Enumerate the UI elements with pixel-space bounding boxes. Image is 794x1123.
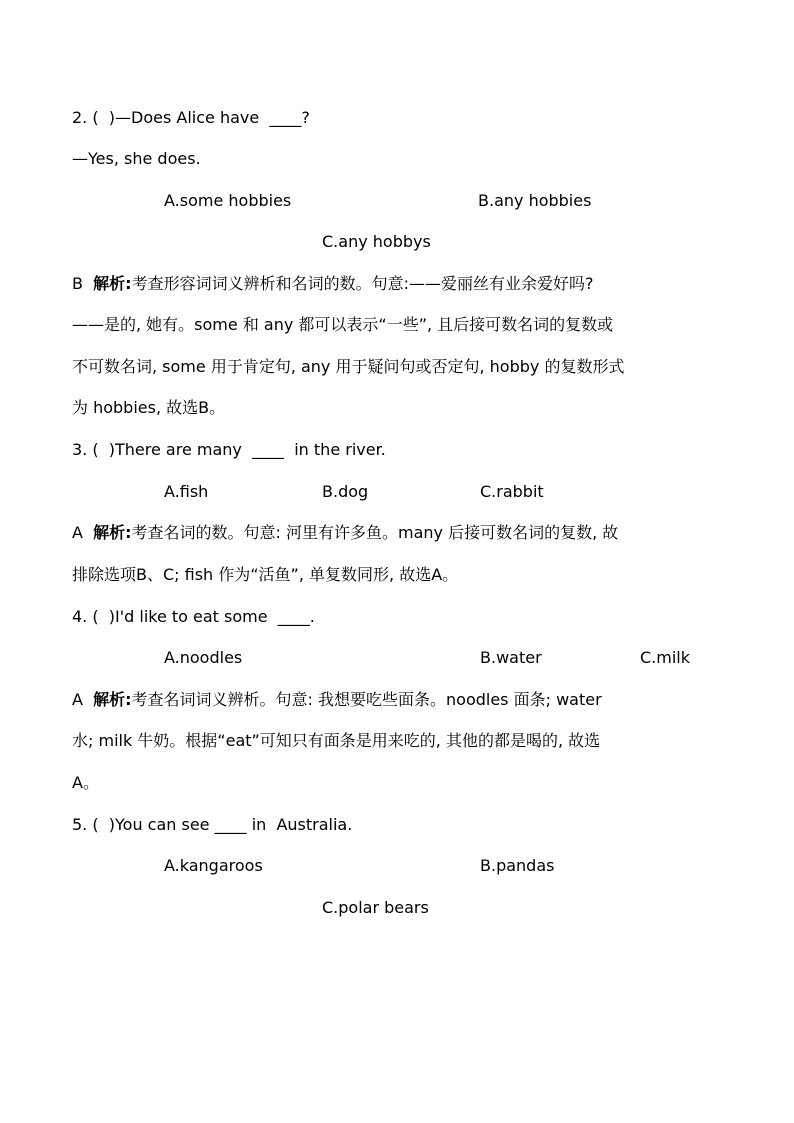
question-4-option-b: B.water xyxy=(480,648,542,667)
question-5-option-c: C.polar bears xyxy=(322,898,429,917)
analysis-text: 考查形容词词义辨析和名词的数。句意:——爱丽丝有业余爱好吗? xyxy=(131,274,594,293)
question-2-analysis-line-1 xyxy=(72,273,722,295)
question-5-stem: 5. ( )You can see ____ in Australia. xyxy=(72,815,353,834)
question-2-analysis-line-3: 不可数名词, some 用于肯定句, any 用于疑问句或否定句, hobby 的复数形式 xyxy=(72,357,625,376)
question-2-option-b: B.any hobbies xyxy=(478,191,592,210)
question-4-analysis-line-2: 水; milk 牛奶。根据“eat”可知只有面条是用来吃的, 其他的都是喝的, 故选 xyxy=(72,731,601,750)
question-2-option-a: A.some hobbies xyxy=(164,191,292,210)
analysis-label: 解析: xyxy=(93,690,132,709)
analysis-label: 解析: xyxy=(93,274,132,293)
question-3-analysis-line-1 xyxy=(72,522,722,544)
analysis-label: 解析: xyxy=(93,523,132,542)
question-4-analysis-line-1 xyxy=(72,689,722,711)
question-3-analysis-line-2: 排除选项B、C; fish 作为“活鱼”, 单复数同形, 故选A。 xyxy=(72,565,459,584)
answer-key: B xyxy=(72,274,83,293)
question-2-analysis-line-4: 为 hobbies, 故选B。 xyxy=(72,398,226,417)
analysis-text: 考查名词的数。句意: 河里有许多鱼。many 后接可数名词的复数, 故 xyxy=(131,523,619,542)
answer-key: A xyxy=(72,523,83,542)
answer-key: A xyxy=(72,690,83,709)
analysis-text: 考查名词词义辨析。句意: 我想要吃些面条。noodles 面条; water xyxy=(131,690,602,709)
question-4-option-a: A.noodles xyxy=(164,648,243,667)
question-4-analysis-line-3: A。 xyxy=(72,773,99,792)
question-3-option-a: A.fish xyxy=(164,482,209,501)
question-3-stem: 3. ( )There are many ____ in the river. xyxy=(72,440,386,459)
question-4-stem: 4. ( )I'd like to eat some ____. xyxy=(72,607,315,626)
question-3-option-b: B.dog xyxy=(322,482,369,501)
question-2-stem: 2. ( )—Does Alice have ____? xyxy=(72,108,310,127)
question-2-reply: —Yes, she does. xyxy=(72,149,201,168)
question-4-option-c: C.milk xyxy=(640,648,690,667)
question-2-analysis-line-2: ——是的, 她有。some 和 any 都可以表示“一些”, 且后接可数名词的复数或 xyxy=(72,315,614,334)
question-5-option-a: A.kangaroos xyxy=(164,856,263,875)
question-3-option-c: C.rabbit xyxy=(480,482,544,501)
question-2-option-c: C.any hobbys xyxy=(322,232,431,251)
question-5-option-b: B.pandas xyxy=(480,856,555,875)
